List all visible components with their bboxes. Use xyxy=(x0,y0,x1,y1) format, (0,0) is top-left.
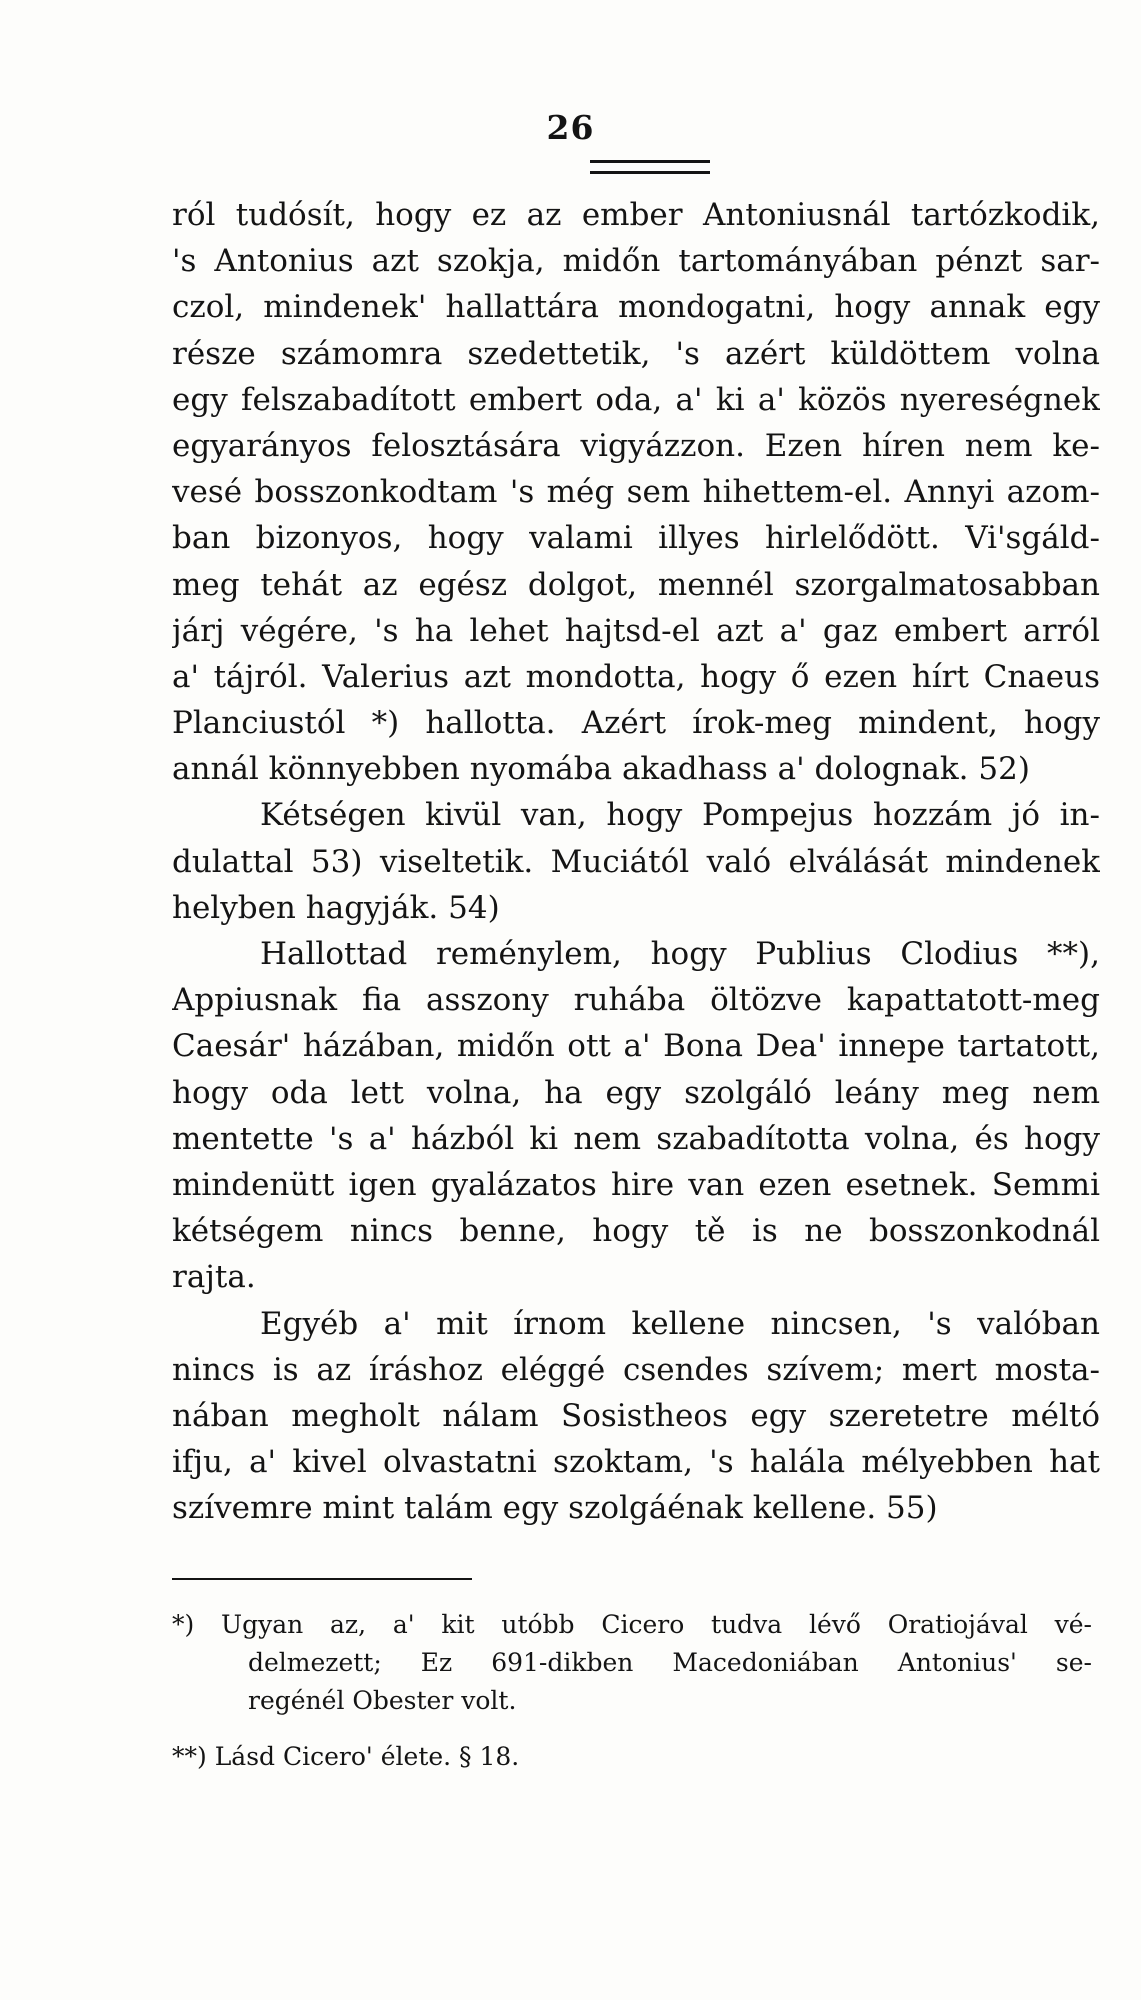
text-line: Caesár' házában, midőn ott a' Bona Dea' innepe tartatott, xyxy=(172,1028,1100,1065)
text-line: annál könnyebben nyomába akadhass a' dolognak. 52) xyxy=(172,751,1030,788)
text-line: nincs is az íráshoz eléggé csendes szívem; mert mosta- xyxy=(172,1351,1100,1388)
text-line: helyben hagyják. 54) xyxy=(172,889,500,926)
footnote-separator xyxy=(172,1578,472,1580)
text-line: 's Antonius azt szokja, midőn tartományában pénzt sar- xyxy=(172,243,1100,280)
page-number: 26 xyxy=(546,108,595,147)
footnotes xyxy=(172,1606,1092,1776)
text-line: dulattal 53) viseltetik. Muciától való elválását mindenek xyxy=(172,843,1100,880)
text-line: szívemre mint talám egy szolgáénak kellene. 55) xyxy=(172,1490,938,1527)
text-line: Kétségen kivül van, hogy Pompejus hozzám jó in- xyxy=(260,797,1100,834)
footnote-line: **) Lásd Cicero' élete. § 18. xyxy=(172,1742,520,1771)
text-line: mentette 's a' házból ki nem szabadította volna, és hogy xyxy=(172,1120,1100,1157)
text-line: járj végére, 's ha lehet hajtsd-el azt a' gaz embert arról xyxy=(172,612,1100,649)
text-line: ifju, a' kivel olvastatni szoktam, 's halála mélyebben hat xyxy=(172,1444,1100,1481)
text-line: kétségem nincs benne, hogy tě is ne bosszonkodnál xyxy=(172,1213,1100,1250)
text-line: Appiusnak fia asszony ruhába öltözve kapattatott-meg xyxy=(172,982,1100,1019)
text-line: a' tájról. Valerius azt mondotta, hogy ő ezen hírt Cnaeus xyxy=(172,658,1100,695)
text-line: hogy oda lett volna, ha egy szolgáló leány meg nem xyxy=(172,1074,1100,1111)
text-line: része számomra szedettetik, 's azért küldöttem volna xyxy=(172,335,1100,372)
text-line: nában megholt nálam Sosistheos egy szeretetre méltó xyxy=(172,1397,1100,1434)
footnote-gap xyxy=(172,1720,1092,1738)
text-line: Hallottad reménylem, hogy Publius Clodius **), xyxy=(260,936,1100,972)
text-line: Egyéb a' mit írnom kellene nincsen, 's valóban xyxy=(260,1305,1100,1342)
text-line: egyarányos felosztására vigyázzon. Ezen híren nem ke- xyxy=(172,427,1100,464)
header-double-rule xyxy=(590,160,710,174)
text-line: ról tudósít, hogy ez az ember Antoniusnál tartózkodik, xyxy=(172,197,1100,233)
text-line: ban bizonyos, hogy valami illyes hirlelődött. Vi'sgáld- xyxy=(172,520,1100,557)
text-line: meg tehát az egész dolgot, mennél szorgalmatosabban xyxy=(172,566,1100,603)
text-line: Planciustól *) hallotta. Azért írok-meg mindent, hogy xyxy=(172,705,1100,742)
text-line: egy felszabadított embert oda, a' ki a' közös nyereségnek xyxy=(172,381,1100,418)
footnote-line: regénél Obester volt. xyxy=(248,1686,517,1715)
text-line: rajta. xyxy=(172,1259,256,1296)
footnote-line: *) Ugyan az, a' kit utóbb Cicero tudva lévő Oratiojával vé- xyxy=(172,1610,1092,1639)
text-line: czol, mindenek' hallattára mondogatni, hogy annak egy xyxy=(172,289,1100,326)
body-text xyxy=(172,192,1100,1531)
footnote-line: delmezett; Ez 691-dikben Macedoniában Antonius' se- xyxy=(248,1648,1092,1677)
text-line: vesé bosszonkodtam 's még sem hihettem-el. Annyi azom- xyxy=(172,474,1100,511)
text-line: mindenütt igen gyalázatos hire van ezen esetnek. Semmi xyxy=(172,1166,1100,1203)
